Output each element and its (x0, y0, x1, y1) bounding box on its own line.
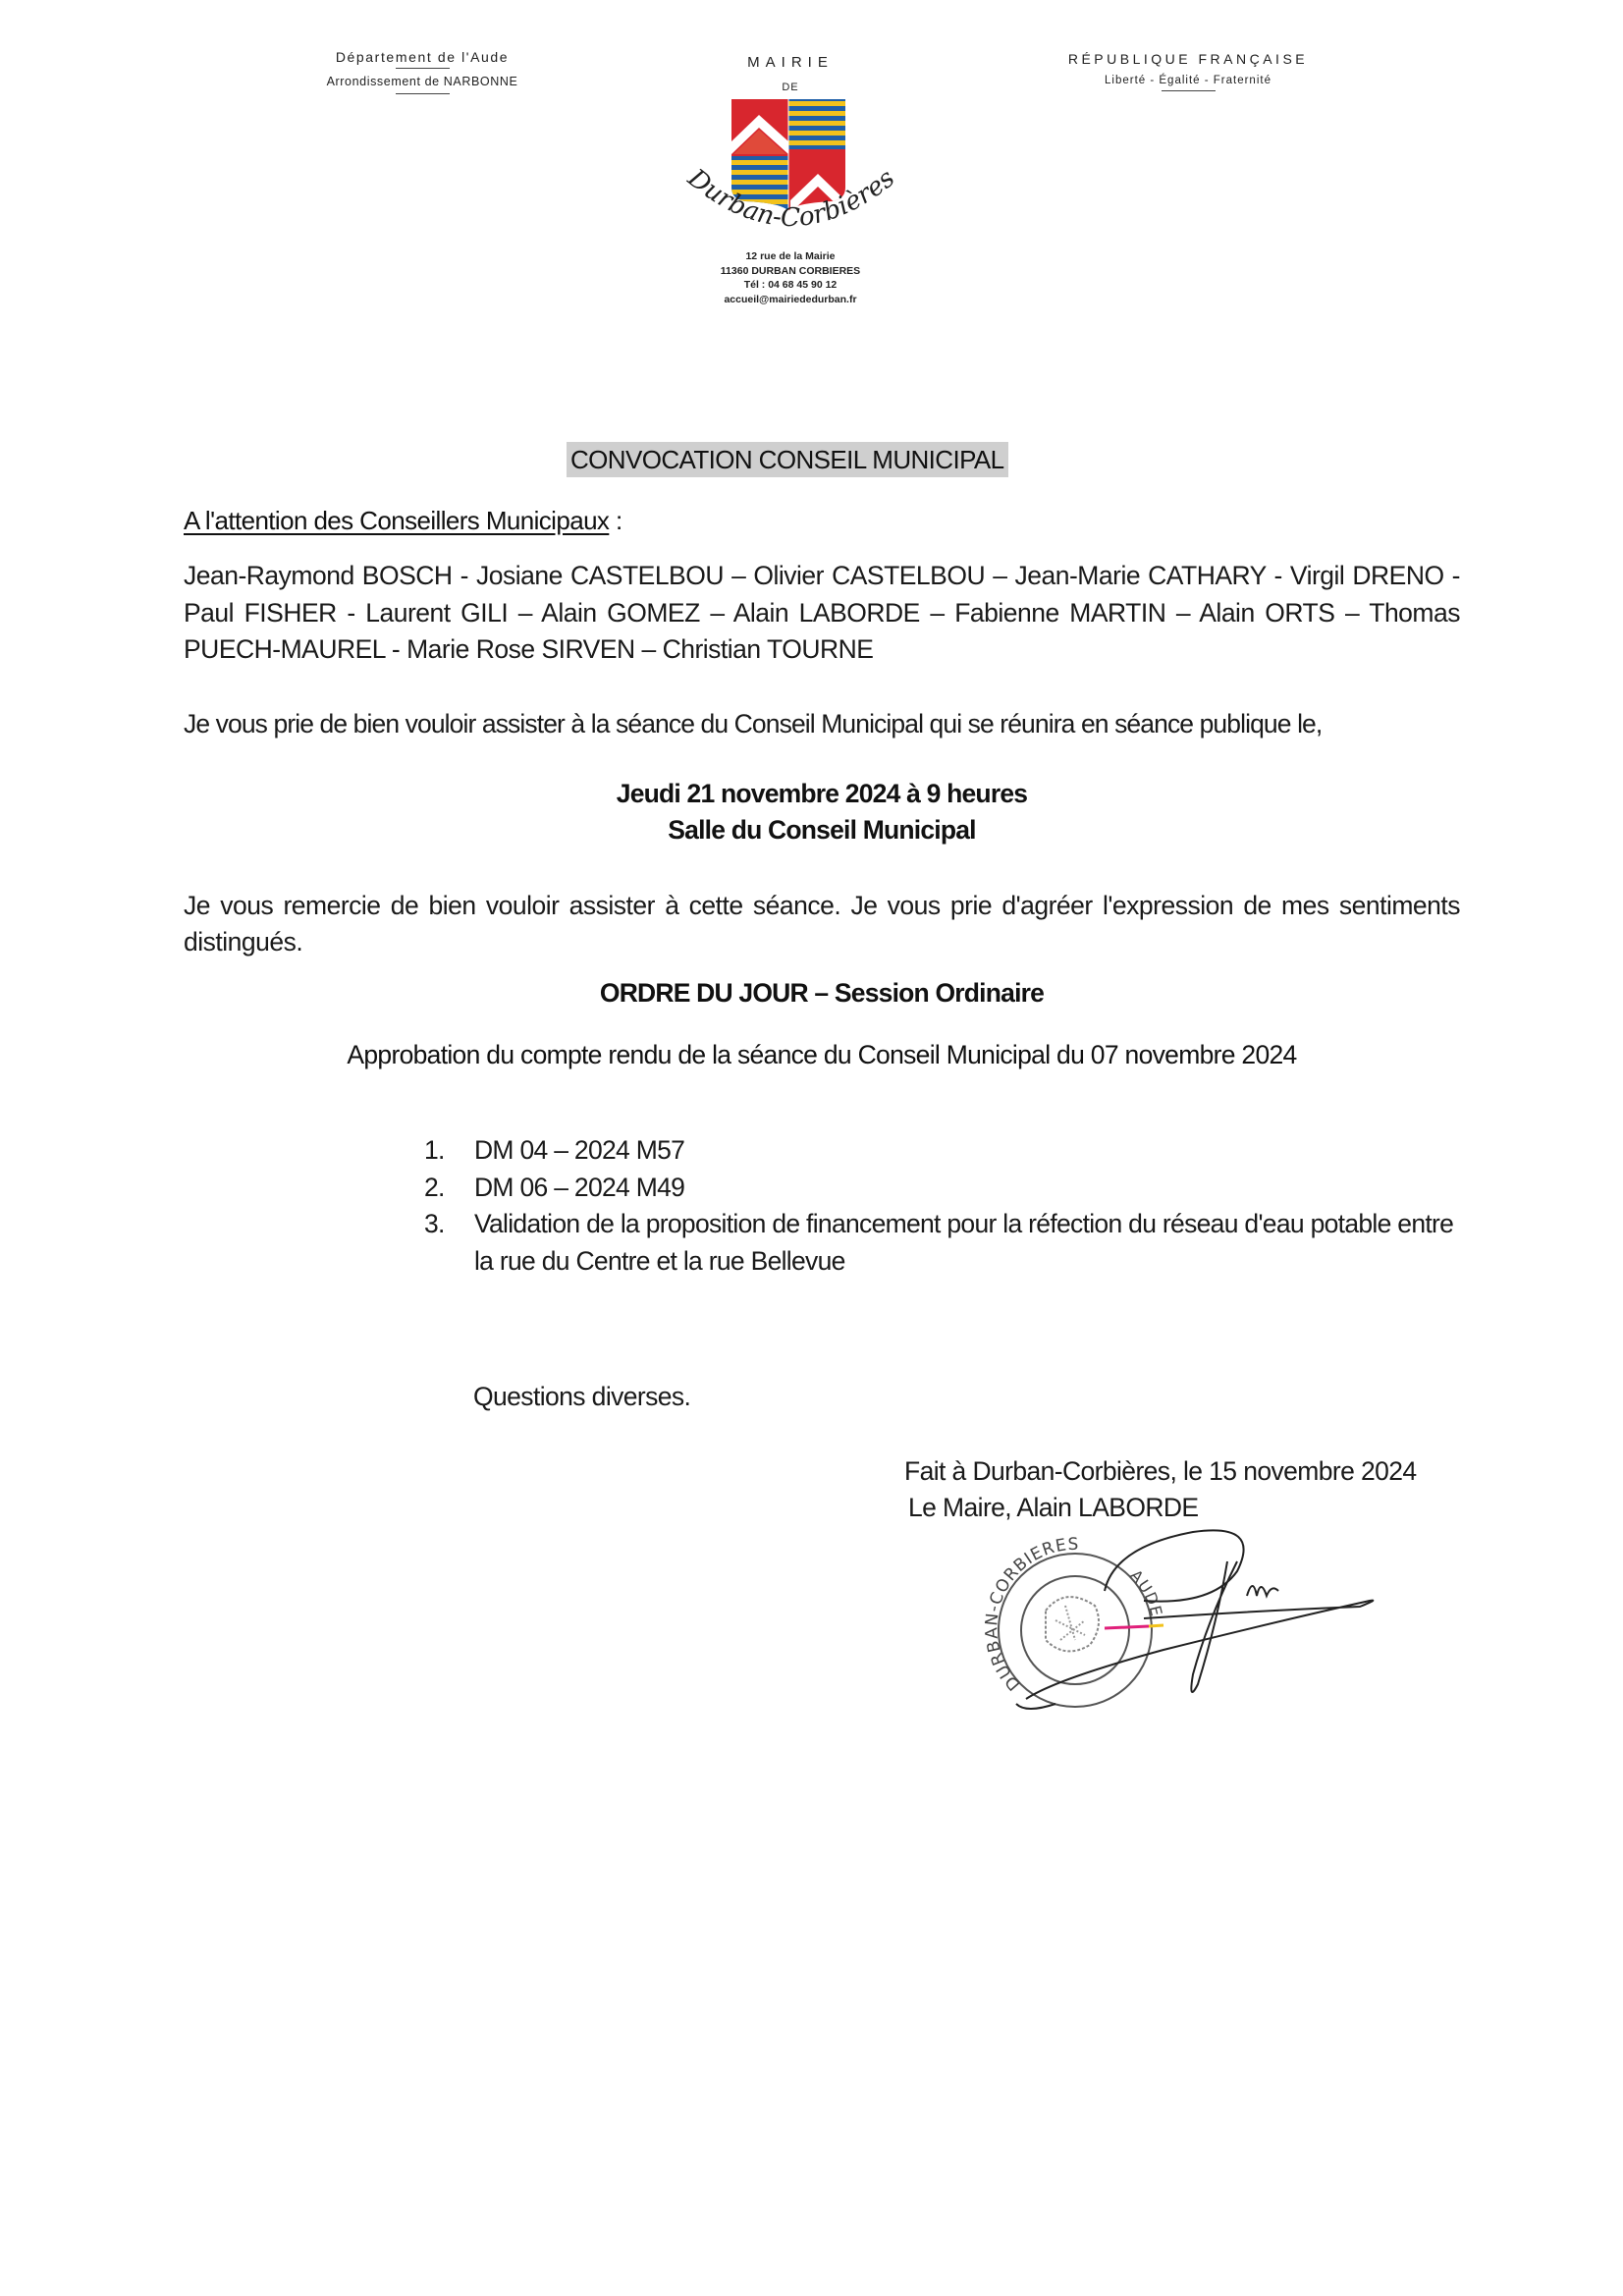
address-phone: Tél : 04 68 45 90 12 (743, 279, 838, 291)
agenda-item (424, 1206, 1465, 1280)
agenda-item-number: 3. (424, 1209, 445, 1238)
address-email: accueil@mairiededurban.fr (724, 293, 857, 305)
meeting-datetime: Jeudi 21 novembre 2024 à 9 heures (616, 779, 1028, 808)
divider (1162, 90, 1216, 91)
signature-name: Le Maire, Alain LABORDE (908, 1493, 1199, 1522)
meeting-place: Salle du Conseil Municipal (668, 815, 976, 845)
attention-label: A l'attention des Conseillers Municipaux (184, 506, 610, 535)
stamp-color-mark (1149, 1625, 1163, 1626)
shield-quarter-stripes (788, 97, 847, 156)
document-title: CONVOCATION CONSEIL MUNICIPAL (567, 442, 1008, 477)
approval-text: Approbation du compte rendu de la séance du Conseil Municipal du 07 novembre 2024 (347, 1040, 1297, 1069)
agenda-item (424, 1132, 1465, 1170)
mairie-label: MAIRIE (747, 54, 834, 71)
attention-heading (184, 506, 622, 536)
questions-text: Questions diverses. (473, 1382, 691, 1411)
divider (396, 93, 450, 94)
stamp-color-mark (1105, 1626, 1149, 1628)
department-name: Département de l'Aude (335, 49, 510, 65)
signature-icon (1016, 1530, 1373, 1709)
agenda-item-text: DM 04 – 2024 M57 (474, 1135, 685, 1165)
mairie-address (668, 249, 913, 306)
republic-header (1041, 51, 1335, 91)
agenda-item-number: 2. (424, 1172, 445, 1202)
town-name-script (677, 152, 903, 250)
arrondissement-name: Arrondissement de NARBONNE (326, 75, 518, 88)
invitation-text: Je vous prie de bien vouloir assister à la séance du Conseil Municipal qui se réunira en séance publique le, (184, 709, 1323, 738)
attention-colon: : (609, 506, 622, 535)
agenda-item-text: DM 06 – 2024 M49 (474, 1172, 685, 1202)
department-header (295, 49, 550, 94)
stamp-text: DURBAN-CORBIERES (982, 1534, 1080, 1695)
agenda-list (424, 1132, 1465, 1280)
agenda-title: ORDRE DU JOUR – Session Ordinaire (599, 978, 1045, 1008)
official-stamp-and-signature (967, 1512, 1380, 1719)
de-label: DE (782, 82, 799, 93)
republic-name: RÉPUBLIQUE FRANÇAISE (1067, 51, 1309, 67)
divider (396, 68, 450, 69)
stamp-text-side: AUDE (1126, 1565, 1166, 1619)
address-street: 12 rue de la Mairie (745, 250, 836, 262)
agenda-item-text: Validation de la proposition de financement pour la réfection du réseau d'eau potable entre la rue du Centre et la rue Bellevue (474, 1209, 1454, 1276)
closing-text: Je vous remercie de bien vouloir assister à cette séance. Je vous prie d'agréer l'expression de mes sentiments distingués. (184, 891, 1460, 957)
town-name-text: Durban-Corbières (681, 163, 901, 234)
agenda-item-number: 1. (424, 1135, 445, 1165)
agenda-item (424, 1170, 1465, 1207)
republic-motto: Liberté - Égalité - Fraternité (1105, 75, 1271, 86)
address-city: 11360 DURBAN CORBIERES (720, 264, 861, 277)
signature-place-date: Fait à Durban-Corbières, le 15 novembre 2024 (904, 1456, 1417, 1486)
councillors-list: Jean-Raymond BOSCH - Josiane CASTELBOU – Olivier CASTELBOU – Jean-Marie CATHARY - Virgil DRENO - Paul FISHER - Laurent GILI – Alain GOMEZ – Alain LABORDE – Fabienne MARTIN – Alain ORTS – Thomas PUECH-MAUREL - Marie Rose SIRVEN – Christian TOURNE (184, 561, 1460, 664)
